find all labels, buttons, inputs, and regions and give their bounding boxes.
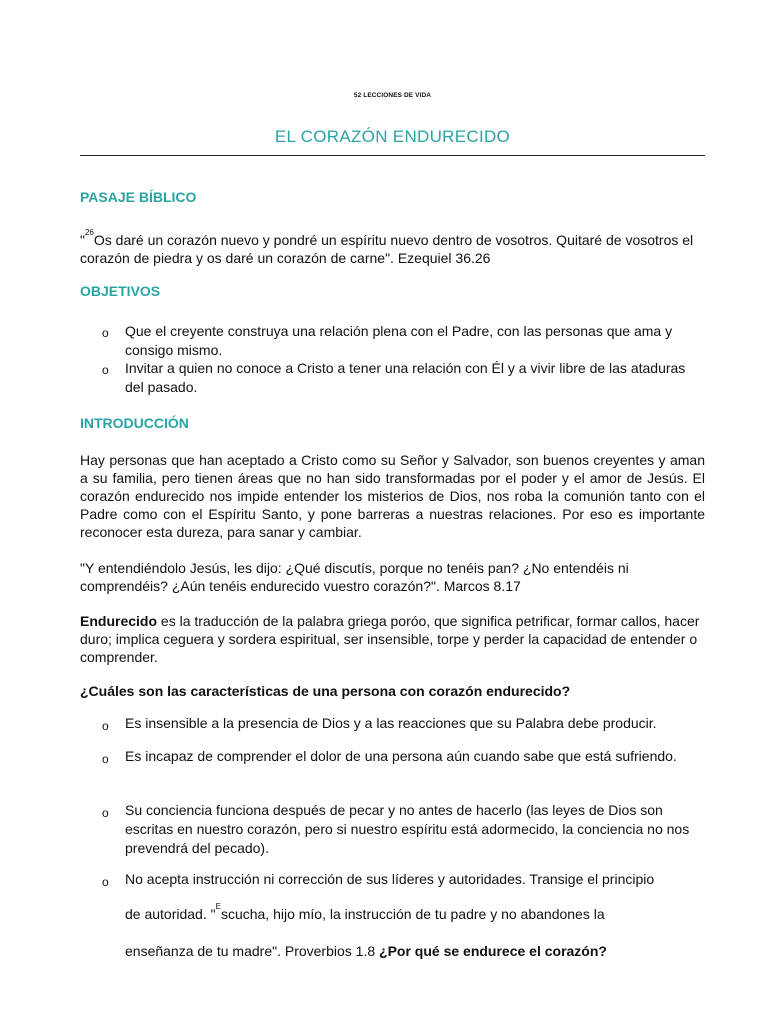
bullet-marker: o: [102, 363, 109, 377]
running-head: 52 LECCIONES DE VIDA: [353, 92, 432, 99]
characteristic-item: Su conciencia funciona después de pecar y no antes de hacerlo (las leyes de Dios son escritas en nuestro corazón, pero si nuestro espíritu está adormecido, la conciencia no nos prevendrá del pecado).: [125, 802, 690, 856]
bullet-marker: o: [102, 806, 109, 820]
heading-objetivos: OBJETIVOS: [80, 283, 161, 299]
term-endurecido: Endurecido: [80, 613, 158, 629]
characteristic-item: Es incapaz de comprender el dolor de una persona aún cuando sabe que está sufriendo.: [125, 748, 677, 764]
bullet-marker: o: [102, 326, 109, 340]
pasaje-verse: "$^{26}$Os daré un corazón nuevo y pondré un espíritu nuevo dentro de vosotros. Quitaré de vosotros el corazón de piedra y os daré un corazón de carne". Ezequiel 36.26: [80, 228, 694, 266]
characteristic-item-line: de autoridad. "$^E$scucha, hijo mío, la instrucción de tu padre y no abandones la: [125, 902, 605, 922]
endurecido-definition: Endurecido es la traducción de la palabra griega poróo, que significa petrificar, formar callos, hacer duro; implica ceguera y sordera espiritual, ser insensible, torpe y perder la capacidad de entender o comprender.: [80, 613, 700, 665]
bullet-marker: o: [102, 719, 109, 733]
characteristic-item-line: No acepta instrucción ni corrección de sus líderes y autoridades. Transige el principio: [125, 871, 655, 887]
title-divider: [80, 155, 705, 156]
bullet-marker: o: [102, 752, 109, 766]
marcos-quote: "Y entendiéndolo Jesús, les dijo: ¿Qué discutís, porque no tenéis pan? ¿No entendéis ni comprendéis? ¿Aún tenéis endurecido vuestro corazón?". Marcos 8.17: [80, 560, 629, 594]
bullet-marker: o: [102, 875, 109, 889]
heading-pasaje-biblico: PASAJE BÍBLICO: [80, 189, 197, 205]
characteristic-item-line: enseñanza de tu madre". Proverbios 1.8 ¿Por qué se endurece el corazón?: [125, 943, 607, 959]
intro-paragraph: Hay personas que han aceptado a Cristo como su Señor y Salvador, son buenos creyentes y aman a su familia, pero tienen áreas que no han sido transformadas por el poder y el amor de Jesús. El corazón endurecido nos impide entender los misterios de Dios, nos roba la comunión tanto con el Padre como con el Espíritu Santo, y pone barreras a nuestras relaciones. Por eso es importante reconocer esta dureza, para sanar y cambiar.: [80, 452, 705, 540]
verse-number: 26: [84, 228, 94, 237]
characteristic-item: Es insensible a la presencia de Dios y a las reacciones que su Palabra debe producir.: [125, 715, 657, 731]
objetivo-item: Que el creyente construya una relación plena con el Padre, con las personas que ama y consigo mismo.: [125, 323, 673, 358]
objetivo-item: Invitar a quien no conoce a Cristo a tener una relación con Él y a vivir libre de las ataduras del pasado.: [125, 360, 686, 395]
page-title: EL CORAZÓN ENDURECIDO: [274, 127, 511, 146]
heading-introduccion: INTRODUCCIÓN: [80, 415, 189, 431]
subheading-por-que: ¿Por qué se endurece el corazón?: [379, 943, 607, 959]
characteristics-question: ¿Cuáles son las características de una persona con corazón endurecido?: [80, 683, 571, 699]
